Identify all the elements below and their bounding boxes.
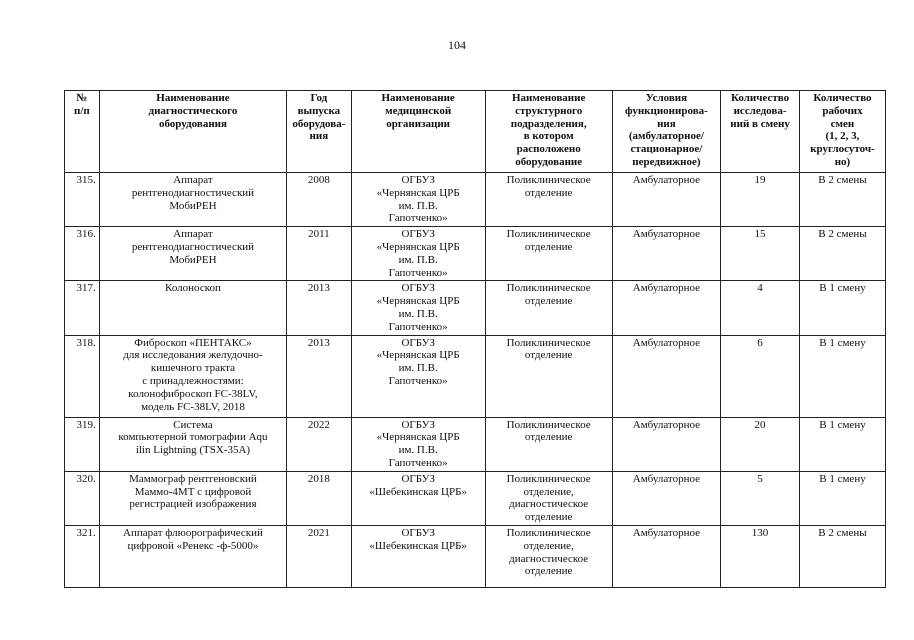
organization: ОГБУЗ «Чернянская ЦРБ им. П.В. Гапотченко» [351,227,485,281]
department: Поликлиническое отделение, диагностическое отделение [485,525,612,587]
shifts: В 1 смену [799,417,885,471]
equipment-table [64,90,886,588]
row-number: 320. [65,471,100,525]
table-row [65,471,886,525]
organization: ОГБУЗ «Шебекинская ЦРБ» [351,471,485,525]
conditions: Амбулаторное [612,281,721,335]
conditions: Амбулаторное [612,471,721,525]
organization: ОГБУЗ «Чернянская ЦРБ им. П.В. Гапотченко» [351,417,485,471]
shifts: В 1 смену [799,471,885,525]
department: Поликлиническое отделение [485,227,612,281]
equipment-name: Аппарат флюорографический цифровой «Ренекс -ф-5000» [99,525,286,587]
equipment-name: Фиброскоп «ПЕНТАКС» для исследования желудочно- кишечного тракта с принадлежностями: колонофиброскоп FC-38LV, модель FC-38LV, 2018 [99,335,286,417]
row-number: 315. [65,173,100,227]
header-shifts: Количество рабочих смен (1, 2, 3, круглосуточ- но) [799,91,885,173]
year: 2008 [287,173,351,227]
shifts: В 2 смены [799,525,885,587]
equipment-name: Аппарат рентгенодиагностический МобиРЕН [99,173,286,227]
header-conditions: Условия функционирова- ния (амбулаторное/ стационарное/ передвижное) [612,91,721,173]
row-number: 318. [65,335,100,417]
department: Поликлиническое отделение [485,335,612,417]
header-number: № п/п [65,91,100,173]
department: Поликлиническое отделение [485,281,612,335]
studies-per-shift: 15 [721,227,800,281]
studies-per-shift: 130 [721,525,800,587]
row-number: 317. [65,281,100,335]
organization: ОГБУЗ «Чернянская ЦРБ им. П.В. Гапотченко» [351,281,485,335]
row-number: 319. [65,417,100,471]
table-header-row [65,91,886,173]
studies-per-shift: 4 [721,281,800,335]
year: 2011 [287,227,351,281]
equipment-name: Аппарат рентгенодиагностический МобиРЕН [99,227,286,281]
year: 2022 [287,417,351,471]
conditions: Амбулаторное [612,335,721,417]
year: 2021 [287,525,351,587]
year: 2018 [287,471,351,525]
table-row [65,281,886,335]
header-department: Наименование структурного подразделения, в котором расположено оборудование [485,91,612,173]
table-row [65,227,886,281]
conditions: Амбулаторное [612,173,721,227]
equipment-name: Система компьютерной томографии Aqu ilin Lightning (TSX-35A) [99,417,286,471]
shifts: В 1 смену [799,281,885,335]
row-number: 321. [65,525,100,587]
department: Поликлиническое отделение, диагностическое отделение [485,471,612,525]
shifts: В 1 смену [799,335,885,417]
header-equipment-name: Наименование диагностического оборудования [99,91,286,173]
table-row [65,525,886,587]
header-organization: Наименование медицинской организации [351,91,485,173]
shifts: В 2 смены [799,173,885,227]
year: 2013 [287,335,351,417]
table-row [65,417,886,471]
conditions: Амбулаторное [612,525,721,587]
year: 2013 [287,281,351,335]
department: Поликлиническое отделение [485,417,612,471]
conditions: Амбулаторное [612,417,721,471]
equipment-name: Маммограф рентгеновский Маммо-4МТ с цифровой регистрацией изображения [99,471,286,525]
studies-per-shift: 19 [721,173,800,227]
studies-per-shift: 5 [721,471,800,525]
header-year: Год выпуска оборудова- ния [287,91,351,173]
department: Поликлиническое отделение [485,173,612,227]
page-number: 104 [448,38,466,52]
equipment-name: Колоноскоп [99,281,286,335]
table-row [65,335,886,417]
header-studies-per-shift: Количество исследова- ний в смену [721,91,800,173]
organization: ОГБУЗ «Шебекинская ЦРБ» [351,525,485,587]
organization: ОГБУЗ «Чернянская ЦРБ им. П.В. Гапотченко» [351,335,485,417]
studies-per-shift: 20 [721,417,800,471]
table-row [65,173,886,227]
shifts: В 2 смены [799,227,885,281]
studies-per-shift: 6 [721,335,800,417]
organization: ОГБУЗ «Чернянская ЦРБ им. П.В. Гапотченко» [351,173,485,227]
row-number: 316. [65,227,100,281]
conditions: Амбулаторное [612,227,721,281]
